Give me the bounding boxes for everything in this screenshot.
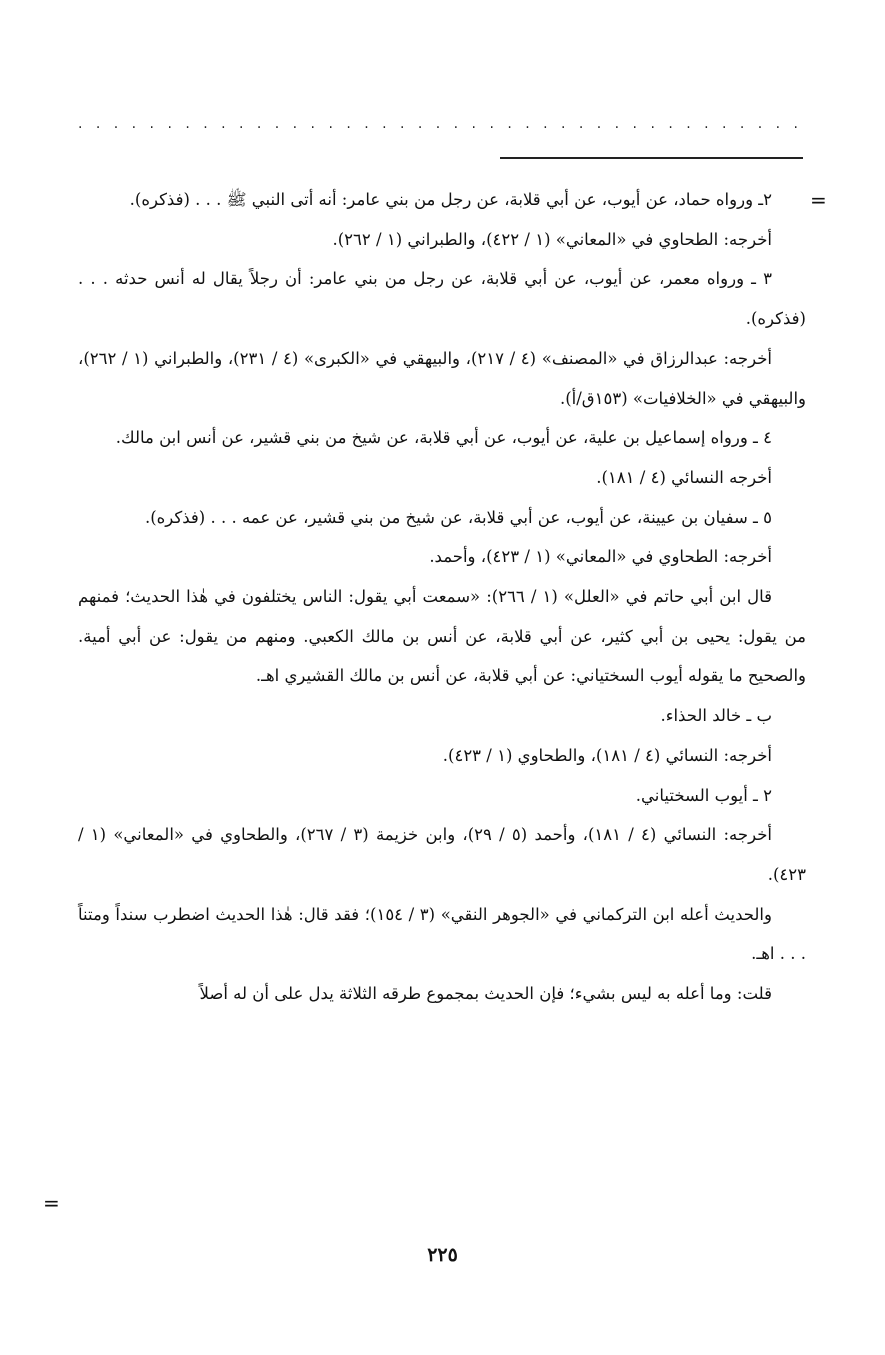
paragraph-4: أخرجه: عبدالرزاق في «المصنف» (٤ / ٢١٧)، والبيهقي في «الكبرى» (٤ / ٢٣١)، والطبراني (١ / ٢٦٢)، والبيهقي في «الخلافيات» (١٥٣ق/أ). bbox=[78, 348, 806, 408]
footnotes-body bbox=[78, 180, 806, 1014]
separator-dots: . . . . . . . . . . . . . . . . . . . . . . . . . . . . . . . . . . . . . . . . . bbox=[78, 116, 800, 132]
paragraph-12: ٢ ـ أيوب السختياني. bbox=[635, 785, 772, 805]
page-number: ٢٢٥ bbox=[427, 1244, 458, 1266]
paragraph-13: أخرجه: النسائي (٤ / ١٨١)، وأحمد (٥ / ٢٩)، وابن خزيمة (٣ / ٢٦٧)، والطحاوي في «المعاني» (١ / ٤٢٣). bbox=[78, 825, 806, 884]
paragraph-11: أخرجه: النسائي (٤ / ١٨١)، والطحاوي (١ / ٤٢٣). bbox=[442, 745, 772, 765]
paragraph-5: ٤ ـ ورواه إسماعيل بن علية، عن أيوب، عن أبي قلابة، عن شيخ من بني قشير، عن أنس ابن مالك. bbox=[115, 428, 772, 448]
paragraph-15: قلت: وما أعله به ليس بشيء؛ فإن الحديث بمجموع طرقه الثلاثة يدل على أن له أصلاً bbox=[199, 984, 772, 1004]
paragraph-9: قال ابن أبي حاتم في «العلل» (١ / ٢٦٦): «سمعت أبي يقول: الناس يختلفون في هٰذا الحديث؛ فمنهم من يقول: يحيى بن أبي كثير، عن أبي قلابة، عن أنس بن مالك الكعبي. ومنهم من يقول: عن أبي أمية. والصحيح ما يقوله أيوب السختياني: عن أبي قلابة، عن أنس بن مالك القشيري اهـ. bbox=[78, 587, 806, 686]
paragraph-1: ٢ـ ورواه حماد، عن أيوب، عن أبي قلابة، عن رجل من بني عامر: أنه أتى النبي ﷺ . . . (فذكره). bbox=[129, 190, 772, 209]
continuation-mark-bottom: = bbox=[43, 1191, 60, 1215]
paragraph-14: والحديث أعله ابن التركماني في «الجوهر النقي» (٣ / ١٥٤)؛ فقد قال: هٰذا الحديث اضطرب سنداً ومتناً . . . اهـ. bbox=[78, 904, 806, 964]
paragraph-10: ب ـ خالد الحذاء. bbox=[660, 706, 772, 726]
paragraph-8: أخرجه: الطحاوي في «المعاني» (١ / ٤٢٣)، وأحمد. bbox=[429, 547, 772, 567]
paragraph-6: أخرجه النسائي (٤ / ١٨١). bbox=[596, 467, 772, 487]
footnote-rule bbox=[500, 157, 803, 159]
paragraph-2: أخرجه: الطحاوي في «المعاني» (١ / ٤٢٢)، والطبراني (١ / ٢٦٢). bbox=[332, 229, 772, 249]
paragraph-3: ٣ ـ ورواه معمر، عن أيوب، عن أبي قلابة، عن رجل من بني عامر: أن رجلاً يقال له أنس حدثه . . . (فذكره). bbox=[78, 269, 806, 329]
continuation-mark-top: = bbox=[810, 188, 827, 212]
paragraph-7: ٥ ـ سفيان بن عيينة، عن أيوب، عن أبي قلابة، عن شيخ من بني قشير، عن عمه . . . (فذكره). bbox=[144, 507, 772, 527]
